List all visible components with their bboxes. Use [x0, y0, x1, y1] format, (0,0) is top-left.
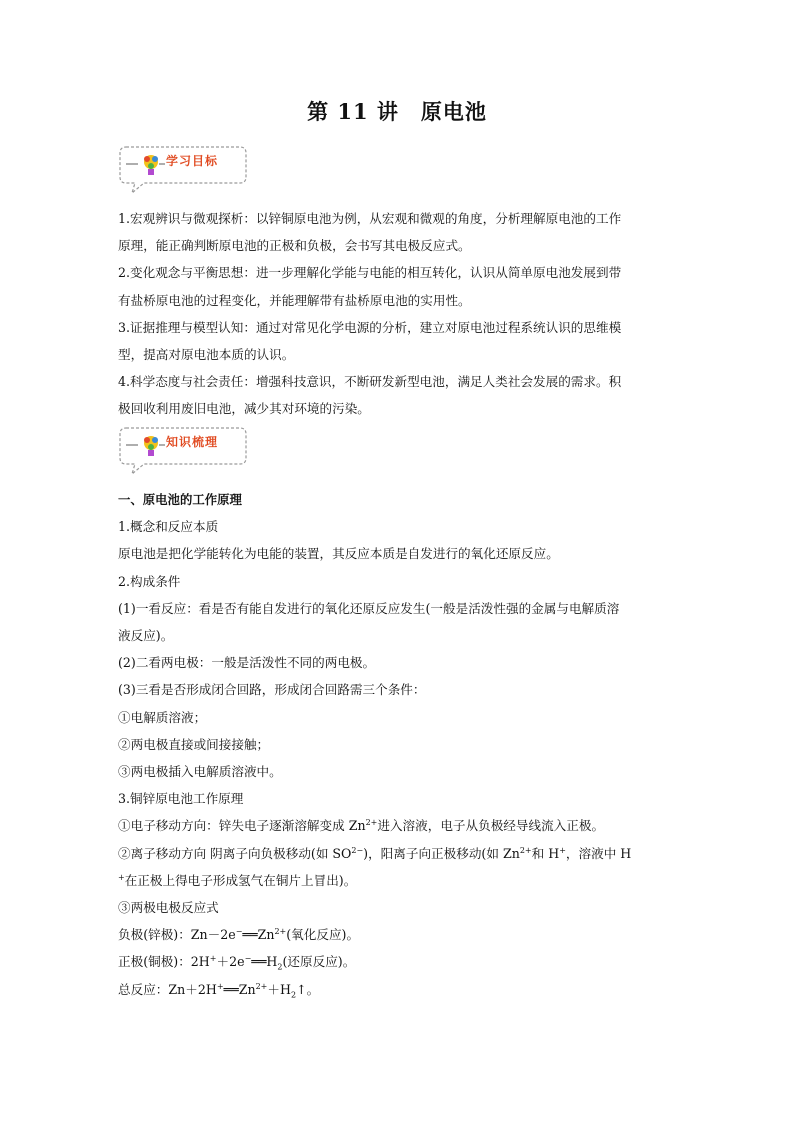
paragraph: (2)二看两电极：一般是活泼性不同的两电极。: [118, 655, 376, 671]
objective-line: 3.证据推理与模型认知：通过对常见化学电源的分析，建立对原电池过程系统认识的思维模: [118, 319, 622, 335]
list-item: ②两电极直接或间接接触；: [118, 736, 270, 752]
speech-bubble-icon: [118, 424, 248, 476]
subheading: 3.铜锌原电池工作原理: [118, 791, 244, 807]
knowledge-badge-label: 知识梳理: [166, 435, 219, 449]
section-heading: 一、原电池的工作原理: [118, 492, 242, 507]
ion-movement-line: ②离子移动方向 阴离子向负极移动(如 $SO^{2-}$)，阳离子向正极移动(如 $Zn^{2+}$和 H+，溶液中 H: [118, 845, 632, 861]
list-item: ③两电极插入电解质溶液中。: [118, 764, 282, 780]
speech-bubble-icon: [118, 143, 248, 195]
objective-line: 极回收利用废旧电池，减少其对环境的污染。: [118, 401, 370, 417]
paragraph: (3)三看是否形成闭合回路，形成闭合回路需三个条件：: [118, 682, 426, 698]
list-item: ①电解质溶液；: [118, 709, 207, 725]
objective-line: 型，提高对原电池本质的认识。: [118, 347, 295, 363]
objective-line: 1.宏观辨识与微观探析：以锌铜原电池为例，从宏观和微观的角度，分析理解原电池的工作: [118, 211, 622, 226]
subheading: 2.构成条件: [118, 573, 181, 589]
objectives-list: [118, 205, 678, 423]
negative-electrode-equation: 负极(锌极)：$Zn-2e^-══Zn^{2+}$(氧化反应)。: [118, 927, 360, 943]
objectives-badge-label: 学习目标: [166, 154, 219, 168]
positive-electrode-equation: 正极(铜极)：$2H^++2e^-══H_2$(还原反应)。: [118, 954, 356, 972]
paragraph: 液反应)。: [118, 628, 174, 644]
electron-movement-line: ①电子移动方向：锌失电子逐渐溶解变成 $Zn^{2+}$进入溶液，电子从负极经导线流入正极。: [118, 818, 605, 834]
paragraph: (1)一看反应：看是否有能自发进行的氧化还原反应发生(一般是活泼性强的金属与电解质溶: [118, 600, 620, 616]
total-reaction-equation: 总反应：$Zn+2H^+══Zn^{2+}+H_2↑$。: [118, 981, 320, 1000]
page-title: 第 11 讲 原电池: [307, 99, 487, 124]
objective-line: 4.科学态度与社会责任：增强科技意识，不断研发新型电池，满足人类社会发展的需求。积: [118, 374, 622, 390]
knowledge-badge: [118, 424, 248, 476]
knowledge-content: [118, 486, 678, 1003]
objectives-badge: [118, 143, 248, 195]
subheading: ③两极电极反应式: [118, 900, 219, 916]
objective-line: 有盐桥原电池的过程变化，并能理解带有盐桥原电池的实用性。: [118, 292, 471, 308]
objective-line: 原理，能正确判断原电池的正极和负极，会书写其电极反应式。: [118, 238, 471, 254]
objective-line: 2.变化观念与平衡思想：进一步理解化学能与电能的相互转化，认识从简单原电池发展到带: [118, 265, 622, 281]
subheading: 1.概念和反应本质: [118, 519, 219, 535]
paragraph: 原电池是把化学能转化为电能的装置，其反应本质是自发进行的氧化还原反应。: [118, 546, 559, 562]
ion-movement-line-2: +在正极上得电子形成氢气在铜片上冒出)。: [118, 872, 357, 888]
